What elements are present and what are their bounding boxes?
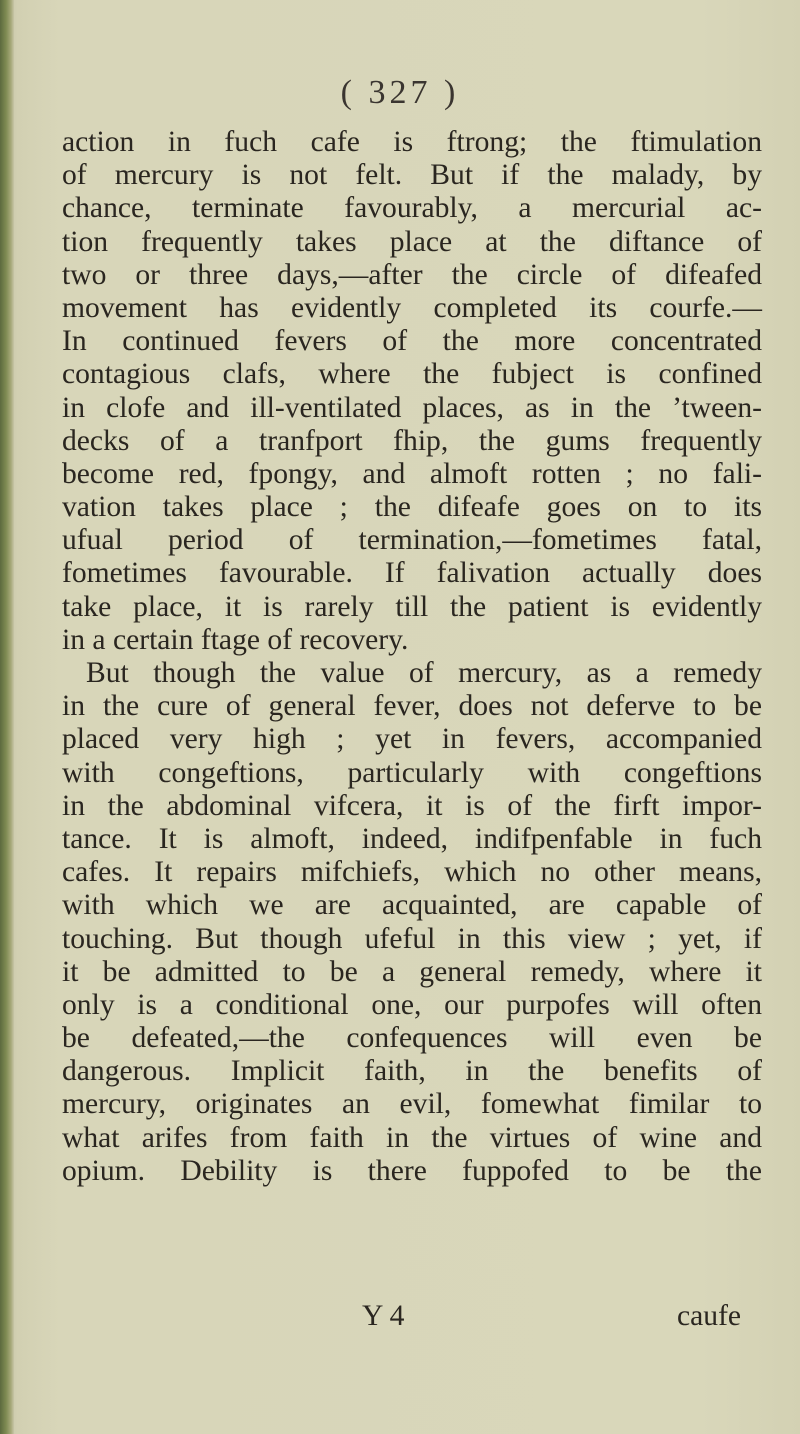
text-line: chance, terminate favourably, a mercurial ac- (62, 192, 762, 225)
text-line: two or three days,—after the circle of difeafed (62, 258, 762, 291)
text-line: fometimes favourable. If falivation actually does (62, 557, 762, 590)
text-line: become red, fpongy, and almoft rotten ; no fali- (62, 457, 762, 490)
text-line: tance. It is almoft, indeed, indifpenfable in fuch (62, 822, 762, 855)
text-line: decks of a tranfport fhip, the gums frequently (62, 424, 762, 457)
text-line: opium. Debility is there fuppofed to be the (62, 1154, 762, 1187)
text-line: only is a conditional one, our purpofes will often (62, 988, 762, 1021)
text-line: be defeated,—the confequences will even be (62, 1022, 762, 1055)
text-line: In continued fevers of the more concentrated (62, 325, 762, 358)
text-line: in the abdominal vifcera, it is of the firft impor- (62, 789, 762, 822)
body-text (62, 126, 762, 1188)
text-line: But though the value of mercury, as a remedy (86, 657, 762, 689)
text-line: in the cure of general fever, does not deferve to be (62, 690, 762, 723)
signature-mark: Y 4 (362, 1300, 405, 1332)
text-line: dangerous. Implicit faith, in the benefits of (62, 1055, 762, 1088)
text-line: placed very high ; yet in fevers, accompanied (62, 723, 762, 756)
page-number-header: ( 327 ) (340, 74, 460, 111)
page-binding-edge (0, 0, 14, 1434)
catchword: caufe (677, 1300, 742, 1332)
text-line: in a certain ftage of recovery. (62, 623, 409, 656)
text-line: with which we are acquainted, are capable of (62, 889, 762, 922)
text-line: with congeftions, particularly with congeftions (62, 756, 762, 789)
text-line: mercury, originates an evil, fomewhat fimilar to (62, 1088, 762, 1121)
text-line: contagious clafs, where the fubject is confined (62, 358, 762, 391)
text-line: vation takes place ; the difeafe goes on to its (62, 491, 762, 524)
text-line: touching. But though ufeful in this view ; yet, if (62, 922, 762, 955)
text-line: in clofe and ill-ventilated places, as in the ’tween- (62, 391, 762, 424)
text-line: of mercury is not felt. But if the malady, by (62, 159, 762, 192)
text-line: take place, it is rarely till the patient is evidently (62, 590, 762, 623)
text-line: it be admitted to be a general remedy, where it (62, 955, 762, 988)
text-line: ufual period of termination,—fometimes fatal, (62, 524, 762, 557)
text-line: cafes. It repairs mifchiefs, which no other means, (62, 856, 762, 889)
text-line: what arifes from faith in the virtues of wine and (62, 1121, 762, 1154)
text-line: movement has evidently completed its courfe.— (62, 291, 762, 324)
text-line: action in fuch cafe is ftrong; the ftimulation (62, 126, 762, 158)
text-line: tion frequently takes place at the diftance of (62, 225, 762, 258)
